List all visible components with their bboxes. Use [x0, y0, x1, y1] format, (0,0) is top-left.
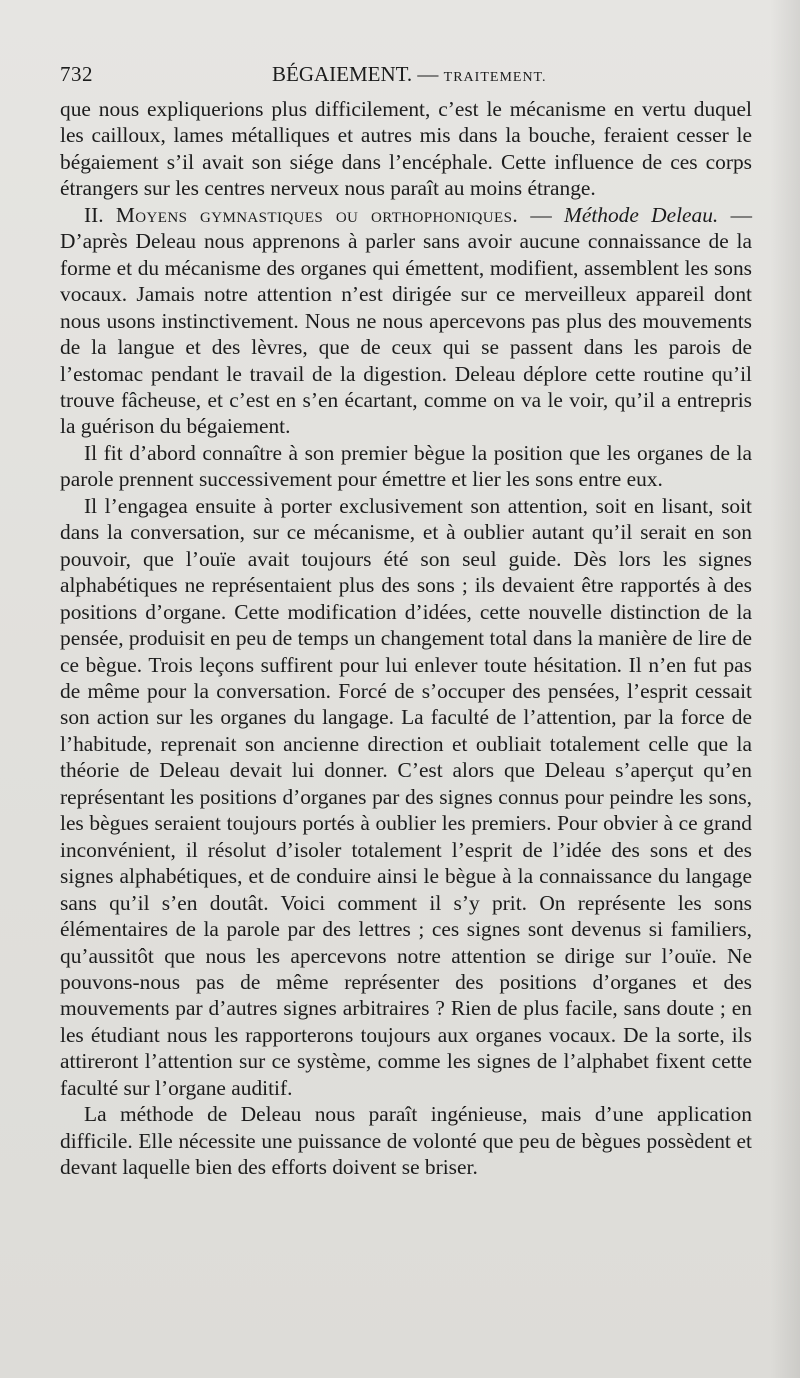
section-heading: Moyens gymnastiques ou orthophoniques. — [115, 202, 519, 227]
paragraph: Il l’engagea ensuite à porter exclusivement son attention, soit en lisant, soit dans la conversation, sur ce mécanisme, et à oublier autant qu’il serait en son pouvoir, que l’ouïe avait toujours été son seul guide. Dès lors les signes alphabétiques ne représentaient plus des sons ; ils devaient être rapportés à des positions d’organe. Cette modification d’idées, cette nouvelle distinction de la pensée, produisit en peu de temps un changement total dans la manière de lire de ce bègue. Trois leçons suffirent pour lui enlever toute hésitation. Il n’en fut pas de même pour la conversation. Forcé de s’occuper des pensées, l’esprit cessait son action sur les organes du langage. La faculté de l’attention, par la force de l’habitude, reprenait son ancienne direction et oubliait totalement celle que la théorie de Deleau devait lui donner. C’est alors que Deleau s’aperçut qu’en représentant les positions d’organes par des signes connus pour peindre les sons, les bègues seraient toujours portés à oublier les premiers. Pour obvier à ce grand inconvénient, il résolut d’isoler totalement l’esprit de l’idée des sons et des signes alphabétiques, et de conduire ainsi le bègue à la connaissance du langage sans qu’il s’en doutât. Voici comment il s’y prit. On représente les sons élémentaires de la parole par des lettres ; ces signes sont devenus si familiers, qu’aussitôt que nous les apercevons notre attention se dirige sur l’ouïe. Ne pouvons-nous pas de même représenter des positions d’organes et des mouvements par d’autres signes arbitraires ? Rien de plus facile, sans doute ; en les étudiant nous les rapporterons toujours aux organes vocaux. De la sorte, ils attireront l’attention sur ce système, comme les signes de l’alphabet fixent cette faculté sur l’organe auditif. — [60, 493, 752, 1100]
running-title-main: BÉGAIEMENT. — [272, 62, 413, 86]
paragraph-continuation: que nous expliquerions plus difficilement, c’est le mécanisme en vertu duquel les cailloux, lames métalliques et autres mis dans la bouche, feraient cesser le bégaiement s’il avait son siége dans l’encéphale. Cette influence de ces corps étrangers sur les centres nerveux nous paraît au moins étrange. — [60, 97, 752, 201]
running-title — [272, 62, 547, 87]
paragraph: Il fit d’abord connaître à son premier bègue la position que les organes de la parole prennent successivement pour émettre et lier les sons entre eux. — [60, 440, 752, 492]
heading-dash-2: — — [730, 202, 752, 227]
body-text — [60, 96, 752, 1181]
paragraph: La méthode de Deleau nous paraît ingénieuse, mais d’une application difficile. Elle nécessite une puissance de volonté que peu de bègues possèdent et devant laquelle bien des efforts doivent se briser. — [60, 1102, 752, 1180]
paragraph-text: D’après Deleau nous apprenons à parler sans avoir aucune connaissance de la forme et du mécanisme des organes qui émettent, modifient, assemblent les sons vocaux. Jamais notre attention n’est dirigée sur ce merveilleux appareil dont nous usons instinctivement. Nous ne nous apercevons pas plus des mouvements de la langue et des lèvres, que de ceux qui se passent dans les parois de l’estomac pendant le travail de la digestion. Deleau déplore cette routine qu’il trouve fâcheuse, et c’est en s’en écartant, comme on va le voir, qu’il a entrepris la guérison du bégaiement. — [60, 229, 752, 439]
method-title: Méthode Deleau. — [564, 202, 719, 227]
section-numeral: II. — [84, 202, 104, 227]
heading-dash: — — [530, 202, 552, 227]
running-header — [60, 62, 750, 92]
page-edge-shadow — [770, 0, 800, 1378]
paragraph-method-deleau — [60, 202, 752, 440]
page-number: 732 — [60, 62, 93, 86]
running-title-sub: TRAITEMENT. — [443, 70, 547, 85]
running-title-dash: — — [417, 62, 439, 86]
